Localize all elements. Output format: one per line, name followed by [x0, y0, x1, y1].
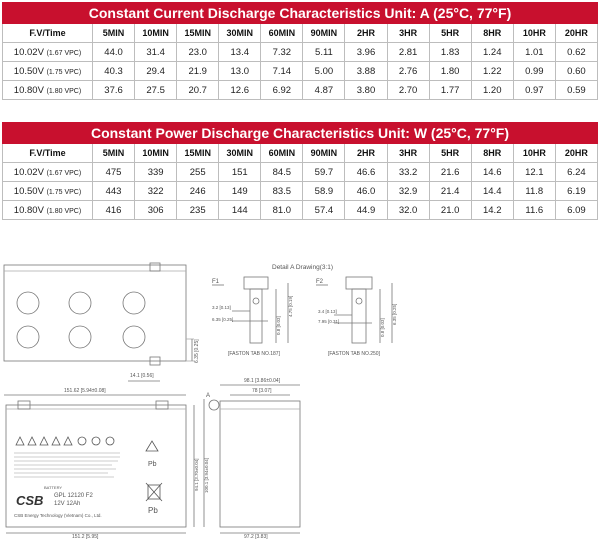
- vpc-text: (1.67 VPC): [46, 169, 82, 177]
- value-cell: 1.83: [429, 43, 471, 62]
- value-cell: 246: [177, 182, 219, 201]
- vpc-text: (1.75 VPC): [46, 188, 82, 196]
- power-table-title: Constant Power Discharge Characteristics Unit: W (25°C, 77°F): [3, 123, 598, 144]
- header-cell: 60MIN: [261, 144, 303, 163]
- value-cell: 1.77: [429, 81, 471, 100]
- value-cell: 7.14: [261, 62, 303, 81]
- value-cell: 306: [135, 201, 177, 220]
- value-cell: 14.6: [471, 163, 513, 182]
- voltage-text: 10.50V: [13, 185, 44, 197]
- dimension-label: 151.62 [5.94±0.08]: [64, 388, 106, 394]
- value-cell: 37.6: [93, 81, 135, 100]
- table-row: [3, 62, 598, 81]
- cell-vent: [17, 292, 39, 314]
- value-cell: 32.9: [387, 182, 429, 201]
- value-cell: 21.0: [429, 201, 471, 220]
- value-cell: 6.92: [261, 81, 303, 100]
- value-cell: 11.6: [513, 201, 555, 220]
- value-cell: 416: [93, 201, 135, 220]
- value-cell: 59.7: [303, 163, 345, 182]
- table-row: [3, 81, 598, 100]
- dimension-label: 14.1 [0.56]: [130, 373, 154, 379]
- dimension-label: 6.35 [0.25]: [194, 339, 200, 363]
- value-cell: 33.2: [387, 163, 429, 182]
- value-cell: 0.97: [513, 81, 555, 100]
- value-cell: 14.2: [471, 201, 513, 220]
- csb-logo: CSB: [16, 493, 44, 508]
- value-cell: 144: [219, 201, 261, 220]
- row-label: [3, 81, 93, 100]
- header-cell: 2HR: [345, 144, 387, 163]
- value-cell: 475: [93, 163, 135, 182]
- value-cell: 3.96: [345, 43, 387, 62]
- header-cell: 5MIN: [93, 144, 135, 163]
- battery-dimension-drawing: [0, 255, 600, 539]
- value-cell: 443: [93, 182, 135, 201]
- dimension-label: 7.95 [0.31]: [318, 319, 340, 324]
- value-cell: 5.00: [303, 62, 345, 81]
- power-discharge-table: [2, 122, 598, 220]
- recycle-icon: [146, 441, 158, 451]
- dimension-label: 3.4 [0.13]: [318, 309, 337, 314]
- value-cell: 23.0: [177, 43, 219, 62]
- value-cell: 0.60: [555, 62, 597, 81]
- value-cell: 322: [135, 182, 177, 201]
- f2-label: F2: [316, 279, 324, 285]
- side-view: [206, 378, 300, 539]
- header-cell: 5MIN: [93, 24, 135, 43]
- value-cell: 13.4: [219, 43, 261, 62]
- value-cell: 3.88: [345, 62, 387, 81]
- header-cell: 3HR: [387, 24, 429, 43]
- vpc-text: (1.80 VPC): [46, 87, 82, 95]
- header-cell: 10MIN: [135, 24, 177, 43]
- f1-label: F1: [212, 279, 220, 285]
- value-cell: 83.5: [261, 182, 303, 201]
- header-cell: 60MIN: [261, 24, 303, 43]
- current-table-header: [3, 24, 598, 43]
- header-cell: 20HR: [555, 144, 597, 163]
- value-cell: 339: [135, 163, 177, 182]
- value-cell: 21.6: [429, 163, 471, 182]
- rating-label: 12V 12Ah: [54, 501, 81, 507]
- value-cell: 6.24: [555, 163, 597, 182]
- value-cell: 40.3: [93, 62, 135, 81]
- cell-vent: [69, 326, 91, 348]
- header-cell: 15MIN: [177, 24, 219, 43]
- dimension-label: 4.75 [0.19]: [288, 295, 293, 317]
- row-label: [3, 182, 93, 201]
- value-cell: 44.9: [345, 201, 387, 220]
- current-table-title: Constant Current Discharge Characteristics Unit: A (25°C, 77°F): [3, 3, 598, 24]
- value-cell: 0.62: [555, 43, 597, 62]
- detail-title: Detail A Drawing(3:1): [272, 264, 334, 271]
- dimension-label: 78 [3.07]: [252, 388, 272, 394]
- value-cell: 31.4: [135, 43, 177, 62]
- header-cell: 10HR: [513, 144, 555, 163]
- value-cell: 14.4: [471, 182, 513, 201]
- value-cell: 4.87: [303, 81, 345, 100]
- value-cell: 21.9: [177, 62, 219, 81]
- value-cell: 32.0: [387, 201, 429, 220]
- dimension-label: 97.2 [3.83]: [244, 534, 268, 539]
- header-cell: 8HR: [471, 24, 513, 43]
- value-cell: 1.01: [513, 43, 555, 62]
- voltage-text: 10.02V: [13, 166, 44, 178]
- front-view: [4, 388, 209, 539]
- dimension-label: 6.35 [0.25]: [212, 317, 234, 322]
- dimension-label: 0.8 [0.03]: [380, 318, 385, 337]
- voltage-text: 10.50V: [13, 65, 44, 77]
- header-cell: 10HR: [513, 24, 555, 43]
- dimension-label: 6.35 [0.25]: [392, 303, 397, 325]
- table-row: [3, 43, 598, 62]
- header-cell: 3HR: [387, 144, 429, 163]
- header-cell: 30MIN: [219, 24, 261, 43]
- value-cell: 57.4: [303, 201, 345, 220]
- header-cell: 90MIN: [303, 144, 345, 163]
- header-cell: 15MIN: [177, 144, 219, 163]
- value-cell: 255: [177, 163, 219, 182]
- dimension-label: 98.1 [3.86±0.04]: [244, 378, 281, 384]
- value-cell: 21.4: [429, 182, 471, 201]
- top-view: [4, 263, 200, 381]
- row-label: [3, 163, 93, 182]
- table-row: [3, 182, 598, 201]
- value-cell: 1.22: [471, 62, 513, 81]
- dimension-label: 3.2 [0.13]: [212, 305, 231, 310]
- value-cell: 1.24: [471, 43, 513, 62]
- value-cell: 6.19: [555, 182, 597, 201]
- value-cell: 44.0: [93, 43, 135, 62]
- header-cell: 90MIN: [303, 24, 345, 43]
- detail-marker: A: [206, 393, 211, 399]
- header-cell: F.V/Time: [3, 24, 93, 43]
- vpc-text: (1.67 VPC): [46, 49, 82, 57]
- header-cell: 10MIN: [135, 144, 177, 163]
- detail-a: [212, 264, 397, 357]
- model-label: GPL 12120 F2: [54, 493, 93, 499]
- dimension-label: 0.8 [0.03]: [276, 316, 281, 335]
- value-cell: 12.6: [219, 81, 261, 100]
- pb-symbol: Pb: [148, 506, 158, 515]
- value-cell: 0.99: [513, 62, 555, 81]
- value-cell: 12.1: [513, 163, 555, 182]
- header-cell: 5HR: [429, 144, 471, 163]
- row-label: [3, 62, 93, 81]
- vpc-text: (1.80 VPC): [46, 207, 82, 215]
- battery-word: BATTERY: [44, 485, 63, 490]
- header-cell: 5HR: [429, 24, 471, 43]
- table-row: [3, 163, 598, 182]
- value-cell: 46.0: [345, 182, 387, 201]
- header-cell: 8HR: [471, 144, 513, 163]
- voltage-text: 10.02V: [13, 46, 44, 58]
- row-label: [3, 201, 93, 220]
- warning-icons: [16, 437, 114, 445]
- value-cell: 58.9: [303, 182, 345, 201]
- value-cell: 46.6: [345, 163, 387, 182]
- value-cell: 27.5: [135, 81, 177, 100]
- crossed-bin-icon: [146, 483, 162, 501]
- dimension-label: 100.1 [3.94±0.04]: [204, 458, 209, 493]
- table-row: [3, 201, 598, 220]
- value-cell: 5.11: [303, 43, 345, 62]
- cell-vent: [123, 292, 145, 314]
- header-cell: 2HR: [345, 24, 387, 43]
- f2-tab-label: [FASTON TAB NO.250]: [328, 351, 380, 357]
- value-cell: 149: [219, 182, 261, 201]
- value-cell: 1.80: [429, 62, 471, 81]
- value-cell: 13.0: [219, 62, 261, 81]
- vpc-text: (1.75 VPC): [46, 68, 82, 76]
- row-label: [3, 43, 93, 62]
- value-cell: 3.80: [345, 81, 387, 100]
- value-cell: 2.76: [387, 62, 429, 81]
- dimension-label: 151.2 [5.95]: [72, 534, 99, 539]
- header-cell: F.V/Time: [3, 144, 93, 163]
- header-cell: 30MIN: [219, 144, 261, 163]
- value-cell: 7.32: [261, 43, 303, 62]
- f1-tab-label: [FASTON TAB NO.187]: [228, 351, 280, 357]
- value-cell: 6.09: [555, 201, 597, 220]
- value-cell: 151: [219, 163, 261, 182]
- value-cell: 11.8: [513, 182, 555, 201]
- current-discharge-table: [2, 2, 598, 100]
- cell-vent: [69, 292, 91, 314]
- cell-vent: [17, 326, 39, 348]
- value-cell: 235: [177, 201, 219, 220]
- value-cell: 0.59: [555, 81, 597, 100]
- value-cell: 1.20: [471, 81, 513, 100]
- company-label: CSB Energy Technology (Vietnam) Co., Ltd.: [14, 513, 102, 518]
- value-cell: 29.4: [135, 62, 177, 81]
- pb-symbol: Pb: [148, 461, 157, 468]
- voltage-text: 10.80V: [13, 204, 44, 216]
- label-fine-print: [14, 453, 120, 477]
- value-cell: 2.70: [387, 81, 429, 100]
- voltage-text: 10.80V: [13, 84, 44, 96]
- cell-vent: [123, 326, 145, 348]
- value-cell: 81.0: [261, 201, 303, 220]
- dimension-label: 94.1 [3.70±0.04]: [194, 458, 199, 491]
- value-cell: 20.7: [177, 81, 219, 100]
- power-table-header: [3, 144, 598, 163]
- header-cell: 20HR: [555, 24, 597, 43]
- value-cell: 84.5: [261, 163, 303, 182]
- value-cell: 2.81: [387, 43, 429, 62]
